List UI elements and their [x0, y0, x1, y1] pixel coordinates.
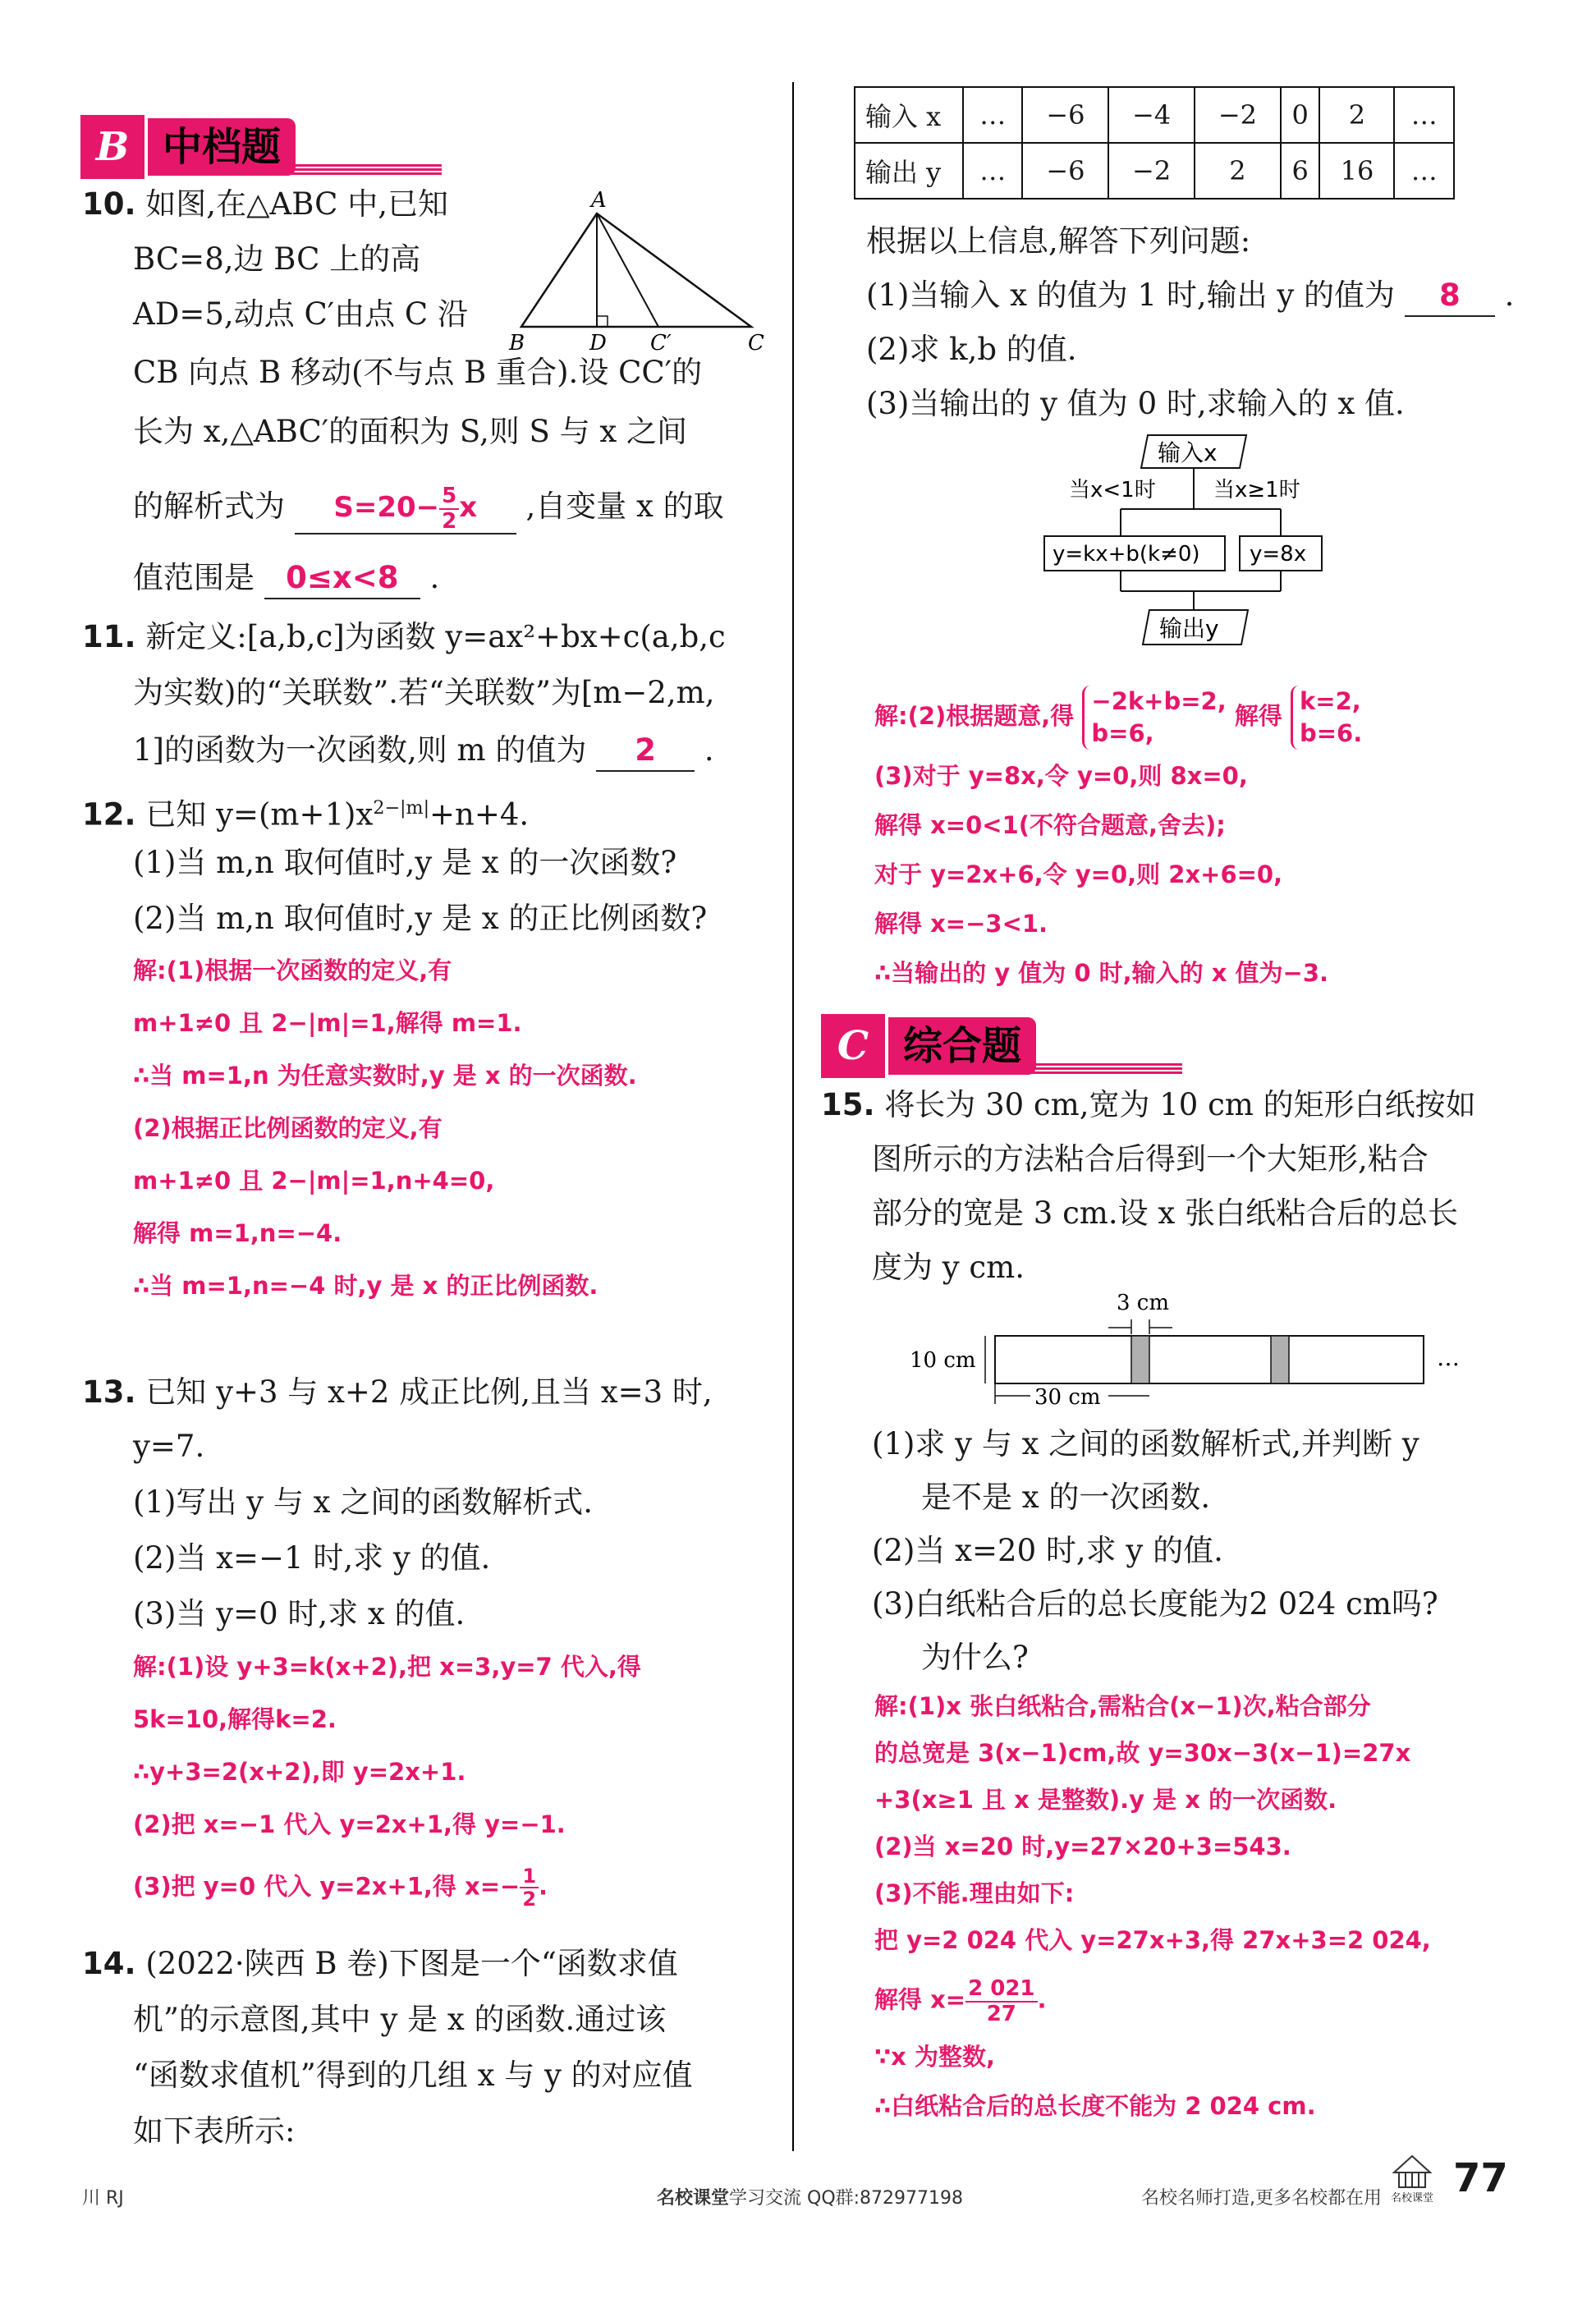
question-number: 14. [82, 1946, 136, 1981]
q14-line: (2022·陕西 B 卷)下图是一个“函数求值 [145, 1946, 678, 1981]
q13-line: y=7. [133, 1429, 205, 1464]
answer-part: S=20− [333, 491, 440, 525]
glued-area [1271, 1336, 1289, 1383]
footer-logo [1387, 2151, 1437, 2205]
q15-part-3: (3)白纸粘合后的总长度能为2 024 cm吗? [872, 1586, 1438, 1622]
question-number: 11. [82, 619, 136, 654]
table-cell: 2 [1319, 87, 1394, 143]
answer-denominator: 2 [442, 508, 457, 534]
solution-numerator: 2 021 [965, 1977, 1037, 2003]
system-result: b=6. [1299, 719, 1363, 748]
flow-box-left-text: y=kx+b(k≠0) [1053, 542, 1200, 567]
solution-line [874, 1977, 1047, 2026]
answer-blank [295, 484, 516, 535]
label-30cm: 30 cm [1034, 1385, 1101, 1410]
triangle-figure [505, 187, 776, 351]
q14-line: 机”的示意图,其中 y 是 x 的函数.通过该 [133, 2002, 667, 2037]
answer-part: x [459, 491, 478, 525]
q10-text: 值范围是 [133, 560, 255, 595]
label-10cm: 10 cm [910, 1348, 976, 1373]
page-number: 77 [1453, 2155, 1508, 2201]
label-c-prime: C′ [650, 331, 672, 351]
solution-text: 解得 x= [874, 1985, 966, 2014]
q14-text: (1)当输入 x 的值为 1 时,输出 y 的值为 [866, 278, 1396, 313]
solution-line: (3)对于 y=8x,令 y=0,则 8x=0, [874, 762, 1248, 790]
solution-line: (2)当 x=20 时,y=27×20+3=543. [874, 1833, 1291, 1860]
q11-text: 1]的函数为一次函数,则 m 的值为 [133, 732, 587, 768]
footer-right: 名校名师打造,更多名校都在用 [1141, 2188, 1382, 2209]
q14-line: 如下表所示: [133, 2113, 296, 2149]
triangle-abc [521, 213, 751, 327]
table-row [855, 87, 1454, 143]
q12-text: 已知 y=(m+1)x [145, 796, 374, 833]
flow-cond-left: 当x<1时 [1069, 478, 1156, 502]
table-cell: … [963, 87, 1022, 143]
label-b: B [509, 331, 525, 351]
q15-line: 部分的宽是 3 cm.设 x 张白纸粘合后的总长 [872, 1195, 1459, 1231]
function-machine-flowchart [1034, 431, 1338, 653]
q10-line: AD=5,动点 C′由点 C 沿 [133, 296, 468, 332]
section-c-letter: C [821, 1014, 885, 1078]
table-cell: 输入 x [855, 87, 963, 143]
q14-intro: 根据以上信息,解答下列问题: [866, 223, 1251, 259]
question-number: 10. [82, 186, 136, 222]
table-cell: 2 [1195, 143, 1281, 199]
solution-line: ∵x 为整数, [874, 2043, 995, 2071]
solution-line [874, 686, 1362, 750]
footer-left: 川 RJ [82, 2188, 124, 2209]
solution-line: (2)根据正比例函数的定义,有 [133, 1114, 443, 1142]
section-b-title: 中档题 [148, 118, 296, 176]
solution-line: m+1≠0 且 2−|m|=1,解得 m=1. [133, 1009, 522, 1037]
table-cell: … [1394, 87, 1454, 143]
section-c-title: 综合题 [888, 1017, 1036, 1075]
q14-part-2: (2)求 k,b 的值. [866, 332, 1077, 367]
answer-blank: 0≤x<8 [264, 558, 420, 599]
q15-line: 将长为 30 cm,宽为 10 cm 的矩形白纸按如 [884, 1087, 1476, 1122]
solution-denominator: 27 [986, 2001, 1016, 2026]
q14-line: “函数求值机”得到的几组 x 与 y 的对应值 [133, 2058, 693, 2093]
table-cell: … [1394, 143, 1454, 199]
q15-part-2: (2)当 x=20 时,求 y 的值. [872, 1533, 1223, 1568]
q10-text: . [429, 560, 440, 595]
system-result: k=2, [1299, 687, 1361, 715]
footer-logo-text: 名校课堂 [1390, 2192, 1433, 2205]
solution-line: 把 y=2 024 代入 y=27x+3,得 27x+3=2 024, [874, 1926, 1431, 1954]
table-cell: −2 [1195, 87, 1281, 143]
q13-part-2: (2)当 x=−1 时,求 y 的值. [133, 1540, 491, 1576]
section-b-letter: B [80, 115, 144, 179]
question-number: 12. [82, 796, 136, 833]
table-cell: 输出 y [855, 143, 963, 199]
q10-line: CB 向点 B 移动(不与点 B 重合).设 CC′的 [133, 355, 703, 390]
glued-area [1131, 1336, 1149, 1383]
q13-part-3: (3)当 y=0 时,求 x 的值. [133, 1596, 466, 1631]
question-number: 15. [821, 1087, 875, 1122]
system-eq: b=6, [1091, 719, 1154, 748]
q11-line: 新定义:[a,b,c]为函数 y=ax²+bx+c(a,b,c [145, 619, 726, 654]
footer-center-text: 学习交流 QQ群:872977198 [729, 2188, 964, 2209]
system-eq: −2k+b=2, [1091, 687, 1227, 715]
table-cell: −4 [1108, 87, 1195, 143]
label-d: D [589, 331, 607, 351]
solution-line: 解得 x=−3<1. [874, 910, 1048, 938]
q12-part-2: (2)当 m,n 取何值时,y 是 x 的正比例函数? [133, 901, 708, 936]
footer-center [657, 2184, 963, 2209]
solution-line: 的总宽是 3(x−1)cm,故 y=30x−3(x−1)=27x [874, 1739, 1411, 1767]
solution-numerator: 1 [520, 1865, 539, 1888]
answer-blank: 2 [596, 731, 695, 772]
segment-ac1 [597, 213, 658, 327]
solution-line: 解:(1)x 张白纸粘合,需粘合(x−1)次,粘合部分 [874, 1692, 1371, 1720]
solution-line: +3(x≥1 且 x 是整数).y 是 x 的一次函数. [874, 1786, 1337, 1814]
solution-text: 解得 [1234, 702, 1282, 731]
flow-output: 输出y [1159, 615, 1219, 642]
table-cell: −2 [1108, 143, 1195, 199]
q14-part-1 [866, 276, 1514, 317]
solution-line: (2)把 x=−1 代入 y=2x+1,得 y=−1. [133, 1810, 566, 1838]
continuation-dots: … [1437, 1344, 1460, 1371]
solution-line [133, 1865, 548, 1911]
table-cell: … [963, 143, 1022, 199]
solution-text: . [539, 1872, 548, 1901]
q11-text: . [704, 732, 714, 768]
q10-line-7 [133, 558, 439, 599]
label-a: A [591, 188, 607, 213]
solution-line: 对于 y=2x+6,令 y=0,则 2x+6=0, [874, 860, 1283, 888]
solution-text: 解:(2)根据题意,得 [874, 702, 1075, 731]
q12-exponent: 2−|m| [373, 797, 430, 819]
q12-part-1: (1)当 m,n 取何值时,y 是 x 的一次函数? [133, 845, 677, 880]
table-cell: −6 [1022, 87, 1108, 143]
q13-line: 已知 y+3 与 x+2 成正比例,且当 x=3 时, [145, 1374, 713, 1410]
paper-strip-figure [903, 1285, 1494, 1416]
q14-text: . [1504, 278, 1515, 313]
solution-line: m+1≠0 且 2−|m|=1,n+4=0, [133, 1167, 495, 1195]
section-b-header [80, 115, 376, 179]
table-cell: 6 [1281, 143, 1320, 199]
paper-strip [995, 1336, 1424, 1383]
solution-line: 解得 x=0<1(不符合题意,舍去); [874, 811, 1226, 839]
flow-cond-right: 当x≥1时 [1213, 478, 1300, 502]
label-3cm: 3 cm [1117, 1291, 1170, 1315]
q15-part-3: 为什么? [921, 1640, 1029, 1675]
table-cell: 0 [1281, 87, 1320, 143]
q15-part-1: (1)求 y 与 x 之间的函数解析式,并判断 y [872, 1426, 1419, 1461]
solution-line: 解:(1)根据一次函数的定义,有 [133, 957, 452, 984]
flow-input: 输入x [1158, 439, 1218, 466]
io-table [854, 86, 1455, 200]
section-c-header [821, 1014, 1117, 1078]
solution-line: 解得 m=1,n=−4. [133, 1219, 342, 1247]
q10-text: 的解析式为 [133, 489, 285, 525]
q13-part-1: (1)写出 y 与 x 之间的函数解析式. [133, 1484, 593, 1520]
solution-line: ∴当 m=1,n=−4 时,y 是 x 的正比例函数. [133, 1272, 598, 1300]
q12-text: +n+4. [429, 796, 530, 833]
q10-line-6 [133, 484, 724, 535]
solution-line: 5k=10,解得k=2. [133, 1705, 337, 1733]
q10-line: BC=8,边 BC 上的高 [133, 241, 421, 277]
solution-line: 解:(1)设 y+3=k(x+2),把 x=3,y=7 代入,得 [133, 1653, 641, 1681]
solution-line: ∴当 m=1,n 为任意实数时,y 是 x 的一次函数. [133, 1062, 637, 1090]
q10-line: 长为 x,△ABC′的面积为 S,则 S 与 x 之间 [133, 414, 687, 449]
right-angle-mark [597, 316, 608, 327]
solution-line: ∴y+3=2(x+2),即 y=2x+1. [133, 1758, 466, 1786]
q11-line-3 [133, 731, 714, 772]
q10-line: 如图,在△ABC 中,已知 [145, 186, 448, 222]
flow-box-right-text: y=8x [1250, 542, 1307, 567]
header-stripes [286, 164, 442, 179]
q15-line: 度为 y cm. [872, 1250, 1025, 1285]
solution-text: (3)把 y=0 代入 y=2x+1,得 x=− [133, 1872, 521, 1901]
table-cell: 16 [1319, 143, 1394, 199]
solution-line: (3)不能.理由如下: [874, 1879, 1075, 1907]
table-cell: −6 [1022, 143, 1108, 199]
answer-numerator: 5 [439, 484, 459, 510]
header-stripes [1026, 1063, 1182, 1078]
answer-blank: 8 [1405, 276, 1495, 317]
table-row [855, 143, 1454, 199]
q14-part-3: (3)当输出的 y 值为 0 时,求输入的 x 值. [866, 386, 1405, 421]
solution-line: ∴当输出的 y 值为 0 时,输入的 x 值为−3. [874, 959, 1329, 987]
label-c: C [748, 331, 764, 351]
footer-brand: 名校课堂 [657, 2188, 730, 2209]
column-divider [792, 82, 794, 2151]
solution-line: ∴白纸粘合后的总长度不能为 2 024 cm. [874, 2092, 1316, 2120]
q15-line: 图所示的方法粘合后得到一个大矩形,粘合 [872, 1141, 1429, 1177]
q10-text: ,自变量 x 的取 [525, 489, 724, 525]
solution-denominator: 2 [522, 1888, 537, 1911]
question-number: 13. [82, 1374, 136, 1410]
q15-part-1: 是不是 x 的一次函数. [921, 1480, 1211, 1515]
q11-line: 为实数)的“关联数”.若“关联数”为[m−2,m, [133, 675, 715, 710]
solution-text: . [1037, 1985, 1047, 2014]
